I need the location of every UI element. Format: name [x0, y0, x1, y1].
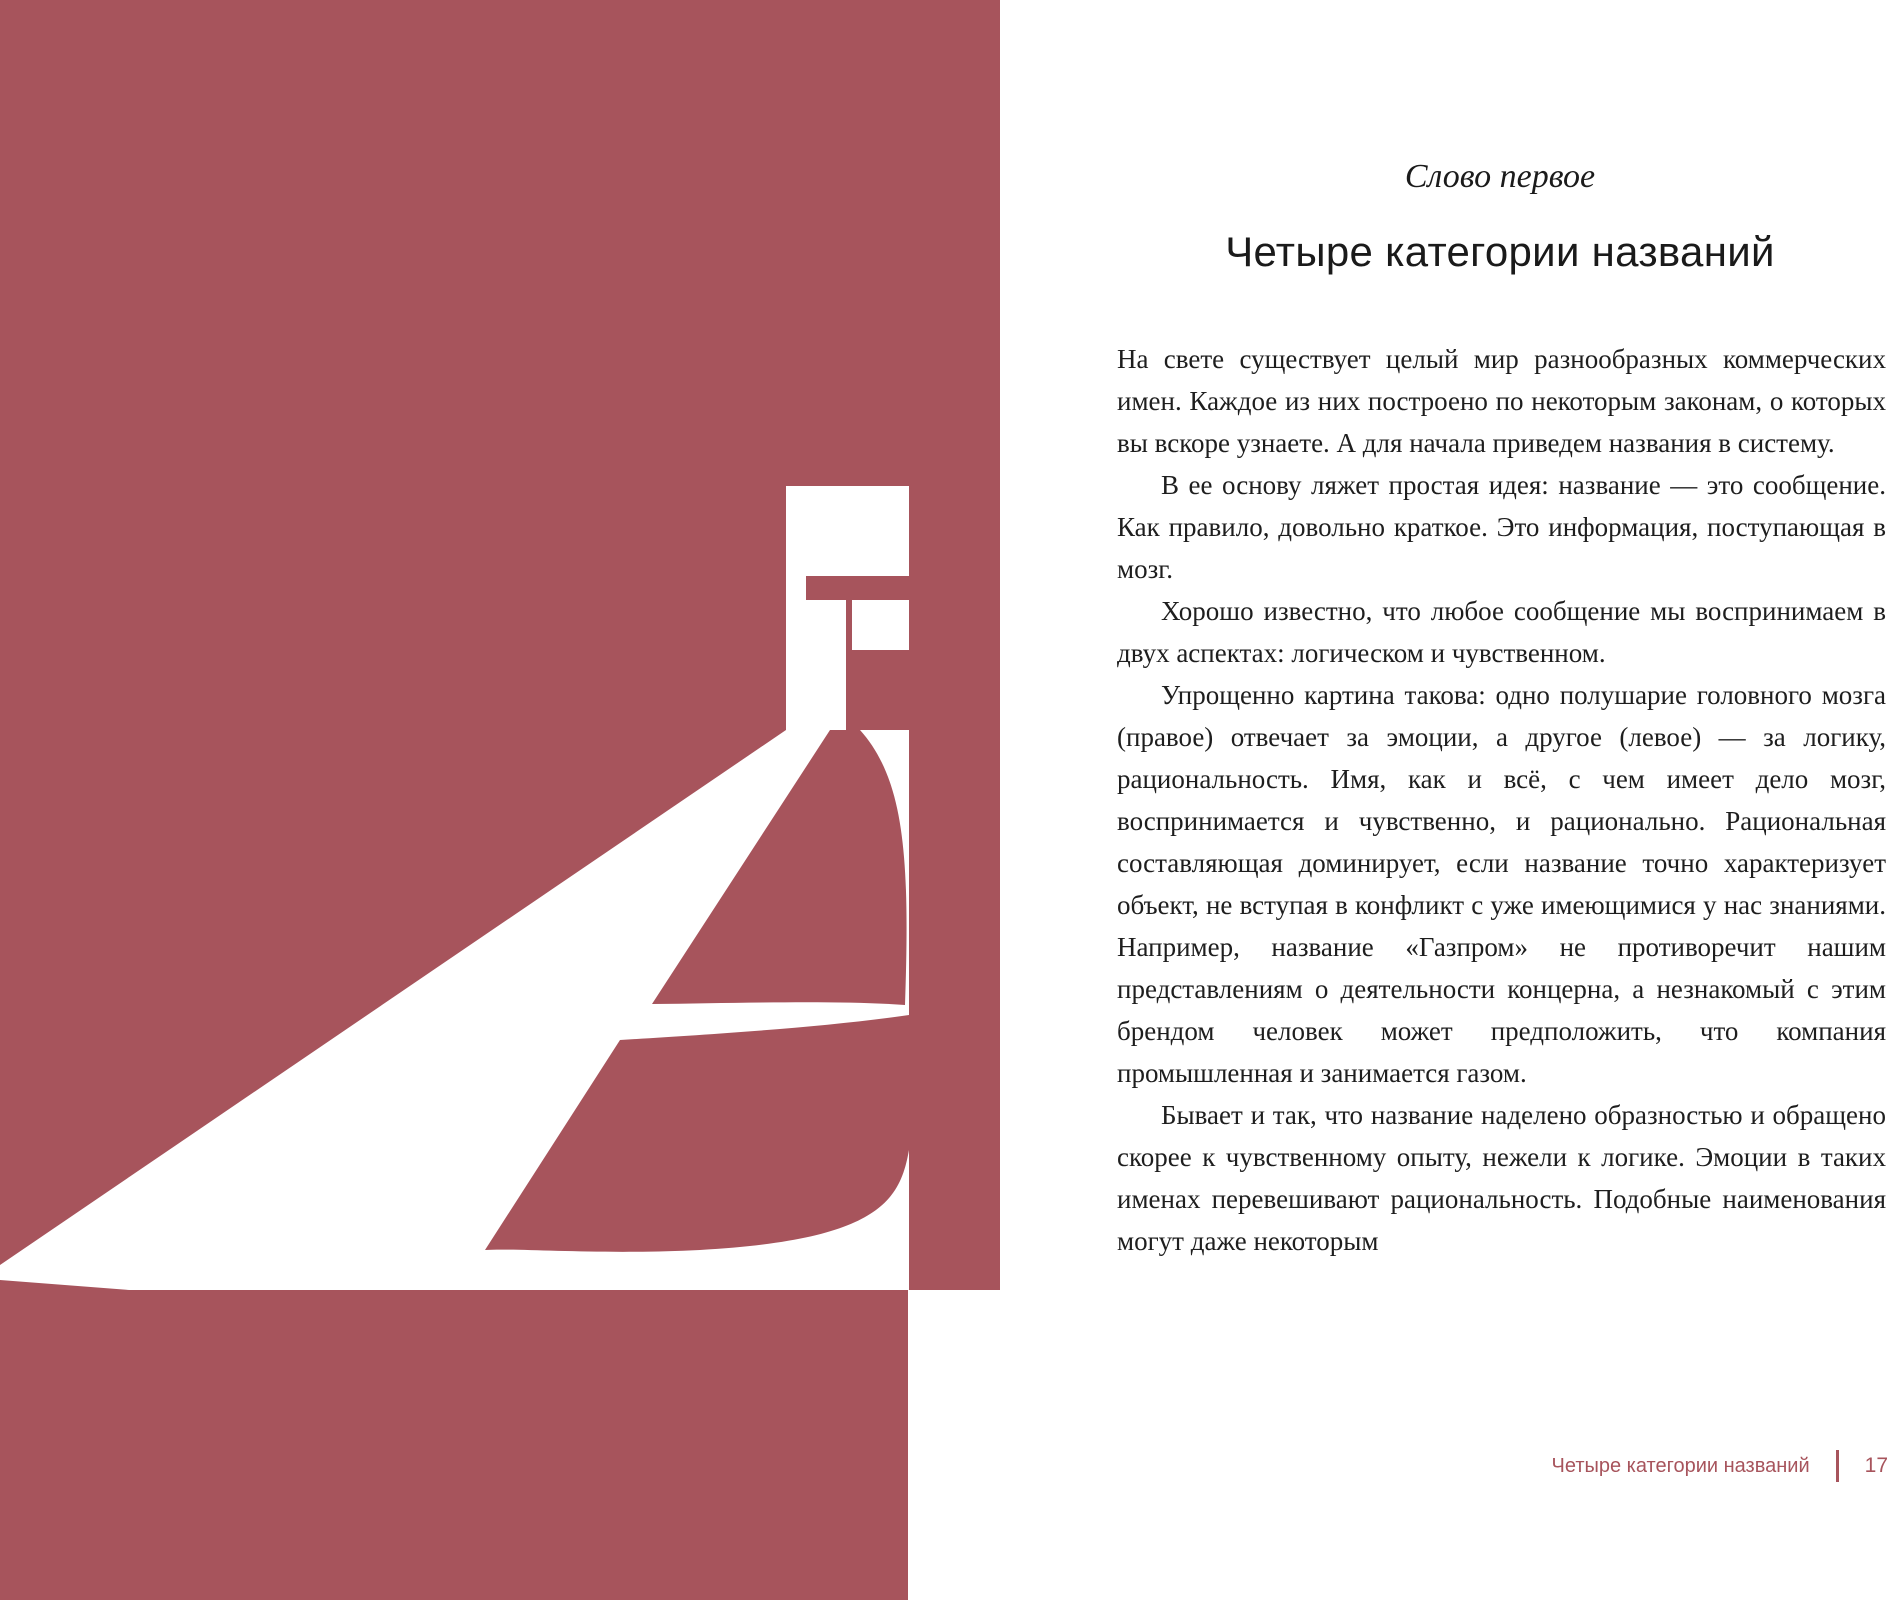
right-page — [1000, 0, 1888, 1600]
paragraph: Упрощенно картина такова: одно полушарие головного мозга (правое) отвечает за эмоции, а другое (левое) — за логику, рациональность. Имя, как и всё, с чем имеет дело мозг, воспринимается и чувственно, и рационально. Рациональная составляющая доминирует, если название точно характеризует объект, не вступая в конфликт с уже имеющимися у нас знаниями. Например, название «Газпром» не противоречит нашим представлениям о деятельности концерна, а незнакомый с этим брендом человек может предположить, что компания промышленная и занимается газом. — [1117, 680, 1886, 1088]
paragraph: Хорошо известно, что любое сообщение мы воспринимаем в двух аспектах: логическом и чувственном. — [1117, 596, 1886, 668]
chapter-kicker: Слово первое — [1404, 158, 1596, 195]
running-title: Четыре категории названий — [1551, 1454, 1810, 1477]
paragraph: Бывает и так, что название наделено образностью и обращено скорее к чувственному опыту, нежели к логике. Эмоции в таких именах перевешивают рациональность. Подобные наименования могут даже некоторым — [1117, 1100, 1886, 1256]
body-text — [1117, 338, 1886, 1262]
paragraph: На свете существует целый мир разнообразных коммерческих имен. Каждое из них построено по некоторым законам, о которых вы вскоре узнаете. А для начала приведем названия в систему. — [1117, 344, 1886, 458]
paragraph: В ее основу ляжет простая идея: название — это сообщение. Как правило, довольно краткое. Это информация, поступающая в мозг. — [1117, 470, 1886, 584]
chapter-title: Четыре категории названий — [1225, 228, 1775, 275]
page-footer — [1552, 1446, 1888, 1486]
gutter-white-strip — [908, 1290, 1000, 1600]
page-number: 17 — [1864, 1454, 1888, 1477]
page-edge-upper — [909, 486, 1000, 1290]
footer-divider — [1836, 1450, 1839, 1482]
